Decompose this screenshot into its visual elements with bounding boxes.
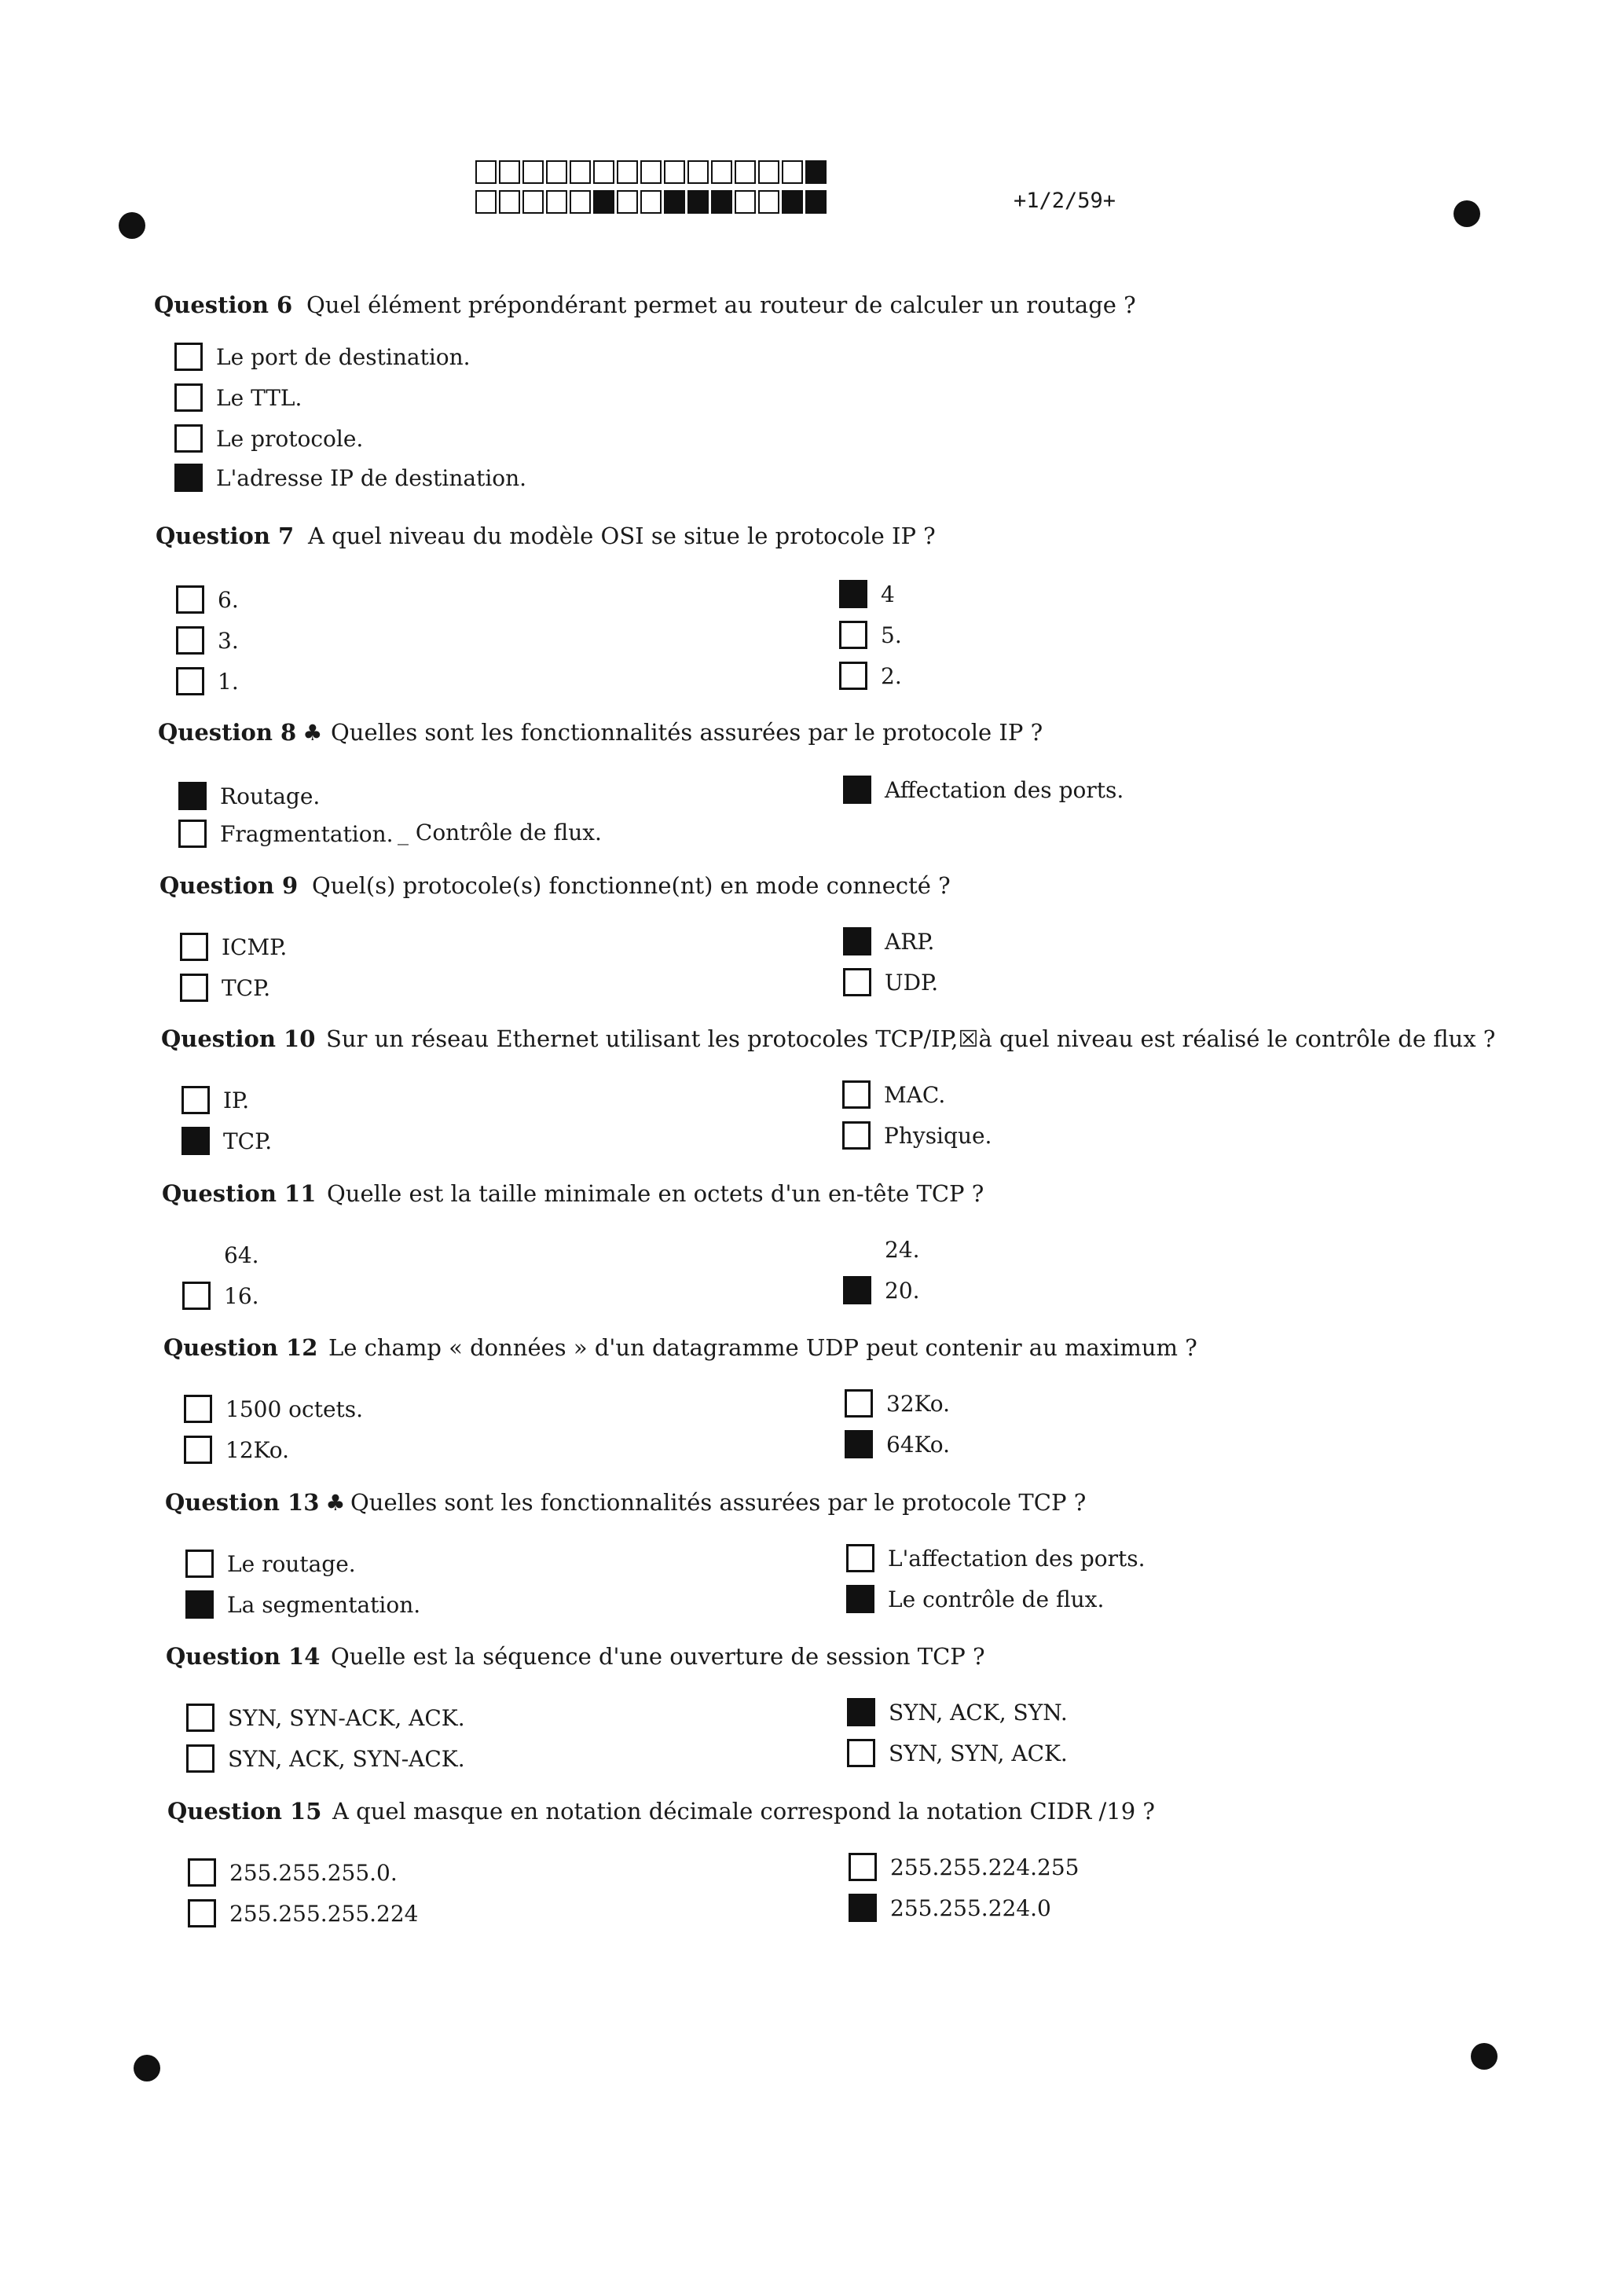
answer-option[interactable]	[839, 580, 895, 608]
answer-label: ARP.	[885, 928, 935, 955]
code-cell	[499, 190, 520, 214]
question-text: A quel masque en notation décimale correspond la notation CIDR /19 ?	[332, 1798, 1155, 1825]
answer-checkbox[interactable]	[188, 1899, 216, 1927]
corner-marker-top-left	[119, 212, 145, 239]
answer-checkbox[interactable]	[176, 626, 204, 655]
answer-label: TCP.	[222, 974, 271, 1001]
answer-checkbox[interactable]	[180, 933, 208, 961]
corner-marker-bottom-left	[134, 2055, 160, 2081]
answer-label: IP.	[223, 1087, 250, 1113]
answer-checkbox[interactable]	[839, 662, 867, 690]
question-label: Question 8	[158, 719, 297, 746]
multiple-answer-icon: ♣	[325, 1490, 346, 1516]
answer-checkbox[interactable]	[181, 1127, 210, 1155]
answer-option[interactable]	[843, 776, 1124, 804]
answer-label: 1.	[218, 668, 239, 695]
answer-checkbox[interactable]	[186, 1704, 214, 1732]
answer-checkbox[interactable]	[176, 667, 204, 695]
answer-option[interactable]	[176, 667, 239, 695]
answer-option[interactable]	[178, 820, 394, 848]
code-cell	[735, 160, 756, 184]
code-cell	[687, 190, 709, 214]
code-cell	[593, 160, 614, 184]
code-cell	[758, 160, 779, 184]
question-label: Question 14	[166, 1643, 321, 1670]
answer-checkbox-missing	[182, 1241, 211, 1269]
question-text: Quelles sont les fonctionnalités assurées par le protocole TCP ?	[350, 1489, 1087, 1516]
code-cell	[522, 160, 544, 184]
answer-label: 24.	[885, 1236, 920, 1263]
question-label: Question 6	[154, 292, 293, 318]
answer-label: Le contrôle de flux.	[888, 1586, 1105, 1612]
answer-label: 12Ko.	[225, 1436, 290, 1463]
answer-option[interactable]	[845, 1389, 950, 1418]
answer-option[interactable]	[184, 1395, 363, 1423]
answer-checkbox[interactable]	[839, 580, 867, 608]
answer-label: SYN, SYN, ACK.	[889, 1740, 1068, 1766]
answer-label: Routage.	[220, 783, 321, 809]
question-label: Question 13	[165, 1489, 320, 1516]
answer-option	[398, 820, 602, 845]
answer-option[interactable]	[843, 968, 938, 996]
code-cell	[735, 190, 756, 214]
answer-label: UDP.	[885, 969, 939, 996]
page-id: +1/2/59+	[1014, 189, 1116, 213]
answer-option	[182, 1241, 259, 1269]
answer-option[interactable]	[843, 1276, 920, 1304]
answer-checkbox-missing	[843, 1235, 871, 1264]
answer-option	[843, 1235, 920, 1264]
answer-label: 16.	[224, 1282, 259, 1309]
answer-checkbox[interactable]	[174, 424, 203, 453]
question-text: Quelles sont les fonctionnalités assurées par le protocole IP ?	[331, 719, 1043, 746]
answer-checkbox[interactable]	[178, 820, 207, 848]
answer-label: 255.255.224.0	[890, 1894, 1051, 1921]
question-header	[156, 523, 294, 549]
answer-label: 64Ko.	[886, 1431, 951, 1458]
answer-checkbox[interactable]	[842, 1080, 871, 1109]
answer-checkbox[interactable]	[182, 1282, 211, 1310]
corner-marker-bottom-right	[1471, 2043, 1498, 2070]
answer-option[interactable]	[184, 1436, 289, 1464]
code-cell	[640, 190, 662, 214]
answer-label: 20.	[885, 1277, 920, 1304]
question-label: Question 12	[163, 1334, 318, 1361]
answer-option[interactable]	[845, 1430, 950, 1458]
question-label: Question 10	[161, 1025, 316, 1052]
answer-label: Le TTL.	[216, 384, 302, 411]
question-header	[161, 1025, 315, 1052]
code-cell	[617, 160, 638, 184]
code-cell	[499, 160, 520, 184]
answer-checkbox[interactable]	[849, 1894, 877, 1922]
question-label: Question 11	[162, 1180, 317, 1207]
answer-checkbox[interactable]	[847, 1698, 875, 1726]
question-label: Question 9	[159, 872, 299, 899]
answer-option[interactable]	[846, 1585, 1104, 1613]
answer-label: Le routage.	[227, 1550, 356, 1577]
answer-label: 1500 octets.	[225, 1396, 364, 1422]
question-text: Quel(s) protocole(s) fonctionne(nt) en mode connecté ?	[312, 872, 951, 899]
answer-label: 255.255.224.255	[890, 1854, 1080, 1880]
answer-checkbox[interactable]	[181, 1086, 210, 1114]
student-code-row	[475, 190, 829, 214]
code-cell	[782, 190, 803, 214]
code-cell	[593, 190, 614, 214]
answer-checkbox[interactable]	[174, 383, 203, 412]
answer-label: 4	[881, 581, 895, 607]
answer-option[interactable]	[188, 1899, 418, 1927]
question-text: Quelle est la séquence d'une ouverture de session TCP ?	[331, 1643, 985, 1670]
question-label: Question 7	[156, 523, 295, 549]
answer-option[interactable]	[188, 1858, 398, 1887]
answer-label: 255.255.255.0.	[229, 1859, 398, 1886]
answer-label: SYN, SYN-ACK, ACK.	[228, 1704, 465, 1731]
answer-label: Affectation des ports.	[885, 776, 1124, 803]
multiple-answer-icon: ♣	[302, 720, 323, 746]
answer-option[interactable]	[186, 1704, 465, 1732]
corner-marker-top-right	[1454, 200, 1480, 227]
answer-checkbox[interactable]	[839, 621, 867, 649]
answer-option[interactable]	[185, 1590, 420, 1619]
code-cell	[617, 190, 638, 214]
answer-checkbox[interactable]	[849, 1853, 877, 1881]
code-cell	[475, 160, 497, 184]
question-header	[165, 1489, 346, 1516]
answer-checkbox[interactable]	[846, 1544, 874, 1572]
code-cell	[570, 190, 591, 214]
answer-option[interactable]	[176, 585, 239, 614]
answer-checkbox[interactable]	[180, 974, 208, 1002]
answer-checkbox[interactable]	[845, 1430, 873, 1458]
code-cell	[640, 160, 662, 184]
question-text: Quel élément prépondérant permet au routeur de calculer un routage ?	[306, 292, 1136, 318]
answer-checkbox[interactable]	[178, 782, 207, 810]
answer-option[interactable]	[181, 1086, 249, 1114]
answer-option[interactable]	[176, 626, 239, 655]
answer-checkbox[interactable]	[842, 1121, 871, 1150]
answer-option[interactable]	[842, 1080, 945, 1109]
answer-label: ICMP.	[222, 933, 288, 960]
question-text: Sur un réseau Ethernet utilisant les protocoles TCP/IP,☒à quel niveau est réalisé le contrôle de flux ?	[326, 1025, 1496, 1052]
answer-option[interactable]	[174, 464, 526, 492]
answer-option[interactable]	[839, 621, 902, 649]
answer-label: SYN, ACK, SYN-ACK.	[228, 1745, 465, 1772]
answer-checkbox[interactable]	[174, 343, 203, 371]
answer-option[interactable]	[847, 1739, 1068, 1767]
answer-label: 64.	[224, 1242, 259, 1268]
question-header	[154, 292, 292, 318]
question-header	[163, 1334, 317, 1361]
answer-option[interactable]	[842, 1121, 992, 1150]
answer-option[interactable]	[180, 933, 287, 961]
answer-label: 32Ko.	[886, 1390, 951, 1417]
answer-option[interactable]	[174, 424, 363, 453]
answer-checkbox[interactable]	[185, 1590, 214, 1619]
answer-label: SYN, ACK, SYN.	[889, 1699, 1068, 1726]
answer-checkbox[interactable]	[843, 776, 871, 804]
answer-option[interactable]	[839, 662, 902, 690]
answer-option[interactable]	[846, 1544, 1146, 1572]
code-cell	[664, 160, 685, 184]
answer-label: 5.	[881, 622, 902, 648]
code-cell	[475, 190, 497, 214]
question-header	[159, 872, 298, 899]
answer-checkbox[interactable]	[188, 1858, 216, 1887]
answer-option[interactable]	[180, 974, 270, 1002]
answer-label: 3.	[218, 627, 239, 654]
answer-checkbox[interactable]	[845, 1389, 873, 1418]
code-cell	[522, 190, 544, 214]
code-cell	[687, 160, 709, 184]
question-header	[162, 1180, 316, 1207]
question-text: Le champ « données » d'un datagramme UDP peut contenir au maximum ?	[328, 1334, 1197, 1361]
answer-checkbox[interactable]	[843, 968, 871, 996]
answer-label: Physique.	[884, 1122, 992, 1149]
answer-label: L'affectation des ports.	[888, 1545, 1146, 1572]
answer-option[interactable]	[174, 343, 471, 371]
answer-label: 255.255.255.224	[229, 1900, 419, 1927]
answer-option[interactable]	[182, 1282, 259, 1310]
answer-label: La segmentation.	[227, 1591, 421, 1618]
code-cell	[546, 160, 567, 184]
code-cell	[570, 160, 591, 184]
answer-checkbox[interactable]	[174, 464, 203, 492]
answer-label: 6.	[218, 586, 239, 613]
answer-option[interactable]	[186, 1744, 465, 1773]
answer-option[interactable]	[178, 782, 320, 810]
answer-label: 2.	[881, 662, 902, 689]
answer-option[interactable]	[174, 383, 302, 412]
answer-option[interactable]	[849, 1853, 1079, 1881]
question-text: Quelle est la taille minimale en octets d'un en-tête TCP ?	[327, 1180, 984, 1207]
answer-checkbox[interactable]	[184, 1436, 212, 1464]
student-code-row	[475, 160, 829, 184]
answer-label: _ Contrôle de flux.	[398, 820, 602, 845]
answer-checkbox[interactable]	[843, 927, 871, 955]
answer-label: Fragmentation.	[220, 820, 394, 847]
code-cell	[758, 190, 779, 214]
question-header	[166, 1643, 320, 1670]
answer-option[interactable]	[849, 1894, 1051, 1922]
answer-label: Le port de destination.	[216, 343, 471, 370]
answer-checkbox[interactable]	[847, 1739, 875, 1767]
answer-option[interactable]	[185, 1550, 356, 1578]
code-cell	[546, 190, 567, 214]
answer-option[interactable]	[843, 927, 934, 955]
answer-checkbox[interactable]	[843, 1276, 871, 1304]
answer-checkbox[interactable]	[184, 1395, 212, 1423]
question-text: A quel niveau du modèle OSI se situe le protocole IP ?	[308, 523, 936, 549]
answer-option[interactable]	[181, 1127, 272, 1155]
question-header	[167, 1798, 321, 1825]
code-cell	[711, 160, 732, 184]
code-cell	[782, 160, 803, 184]
code-cell	[711, 190, 732, 214]
answer-checkbox[interactable]	[846, 1585, 874, 1613]
answer-checkbox[interactable]	[185, 1550, 214, 1578]
code-cell	[664, 190, 685, 214]
answer-checkbox[interactable]	[186, 1744, 214, 1773]
answer-label: MAC.	[884, 1081, 946, 1108]
code-cell	[805, 160, 827, 184]
question-header	[158, 719, 322, 746]
code-cell	[805, 190, 827, 214]
answer-checkbox[interactable]	[176, 585, 204, 614]
question-label: Question 15	[167, 1798, 322, 1825]
answer-label: L'adresse IP de destination.	[216, 464, 527, 491]
answer-option[interactable]	[847, 1698, 1068, 1726]
answer-label: TCP.	[223, 1128, 273, 1154]
answer-label: Le protocole.	[216, 425, 364, 452]
